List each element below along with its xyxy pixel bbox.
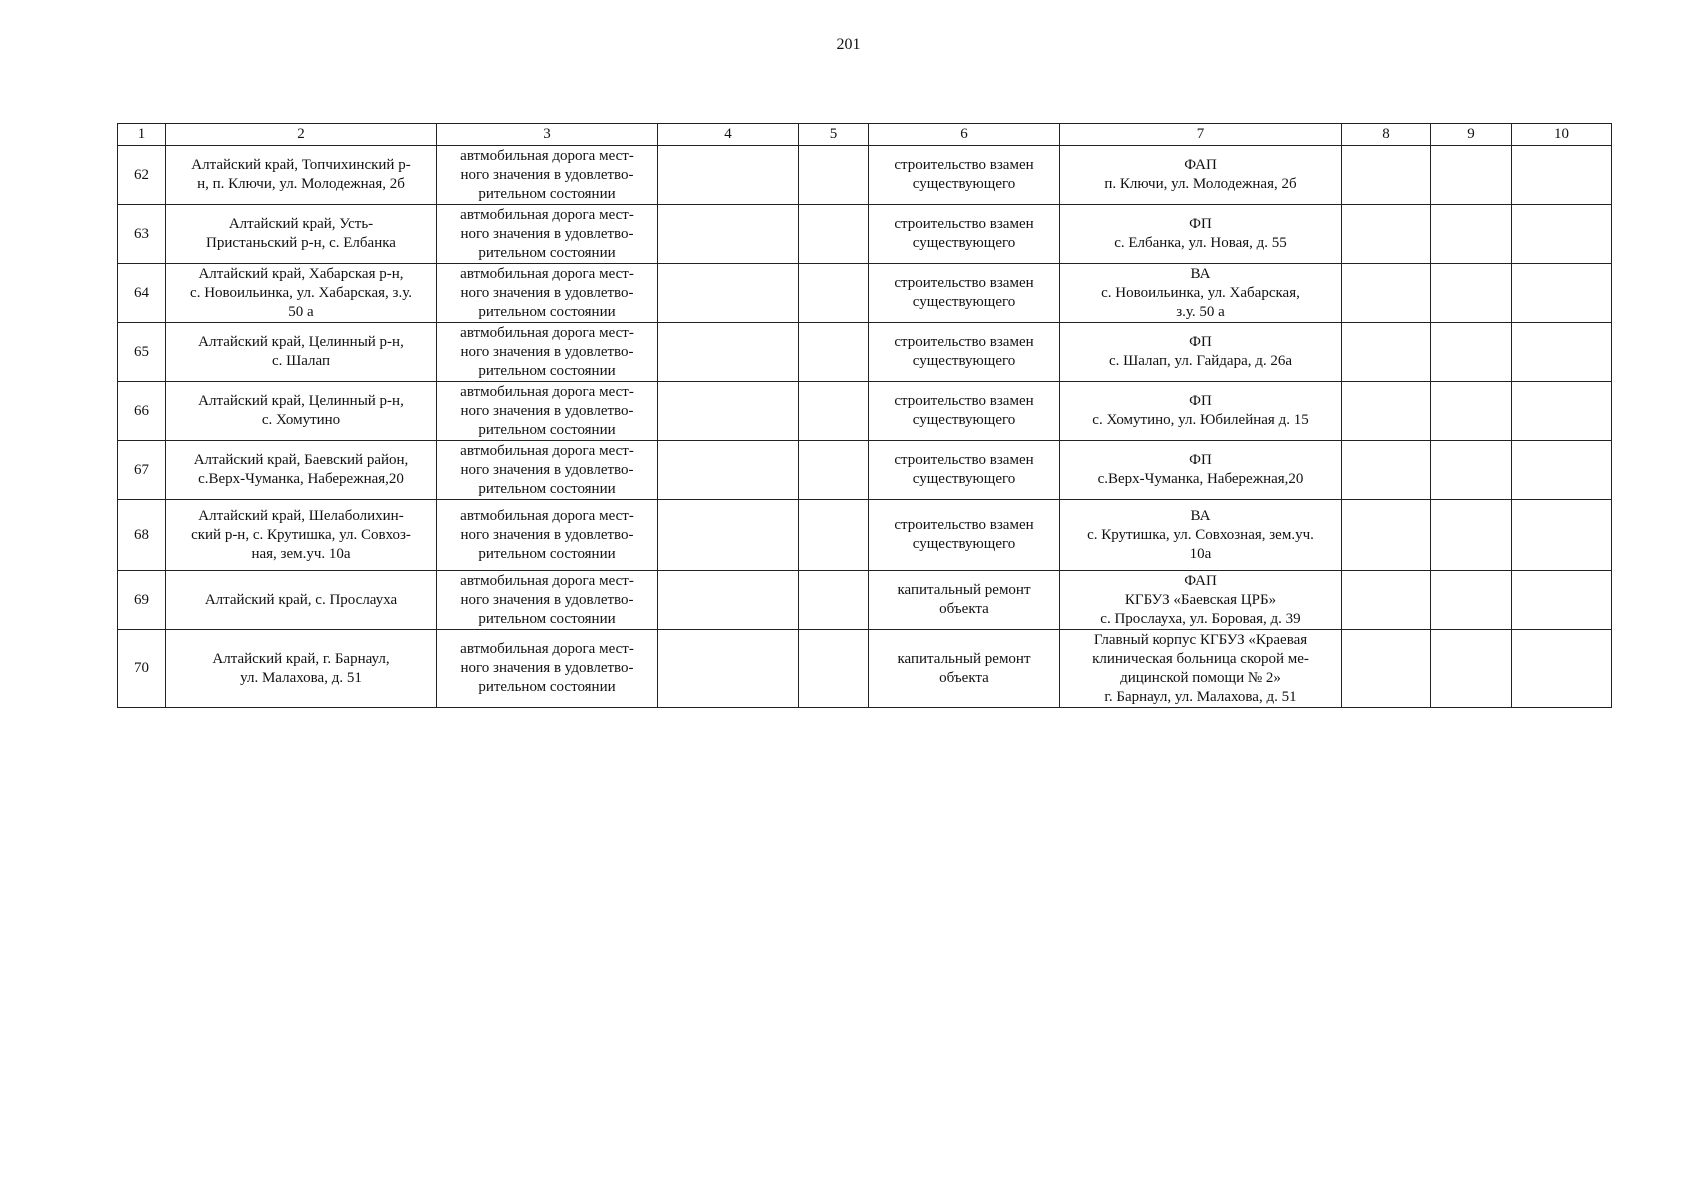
header-row <box>118 124 1612 146</box>
column-5-cell <box>799 323 869 382</box>
header-cell: 2 <box>166 124 437 146</box>
header-cell: 1 <box>118 124 166 146</box>
column-10-cell <box>1512 441 1612 500</box>
header-cell: 8 <box>1342 124 1431 146</box>
column-5-cell <box>799 571 869 630</box>
column-10-cell <box>1512 205 1612 264</box>
header-cell: 9 <box>1431 124 1512 146</box>
column-10-cell <box>1512 571 1612 630</box>
address-cell: Алтайский край, Топчихинский р- н, п. Ключи, ул. Молодежная, 2б <box>166 146 437 205</box>
column-4-cell <box>658 323 799 382</box>
row-number: 68 <box>118 500 166 571</box>
column-10-cell <box>1512 500 1612 571</box>
work-type-cell: строительство взамен существующего <box>869 146 1060 205</box>
column-9-cell <box>1431 205 1512 264</box>
column-9-cell <box>1431 146 1512 205</box>
column-4-cell <box>658 630 799 708</box>
work-type-cell: строительство взамен существующего <box>869 264 1060 323</box>
column-8-cell <box>1342 500 1431 571</box>
object-cell: ФП с. Елбанка, ул. Новая, д. 55 <box>1060 205 1342 264</box>
column-4-cell <box>658 264 799 323</box>
road-cell: автмобильная дорога мест- ного значения в удовлетво- рительном состоянии <box>437 382 658 441</box>
column-10-cell <box>1512 323 1612 382</box>
work-type-cell: капитальный ремонт объекта <box>869 571 1060 630</box>
column-10-cell <box>1512 630 1612 708</box>
road-cell: автмобильная дорога мест- ного значения в удовлетво- рительном состоянии <box>437 146 658 205</box>
row-number: 62 <box>118 146 166 205</box>
header-cell: 10 <box>1512 124 1612 146</box>
work-type-cell: строительство взамен существующего <box>869 323 1060 382</box>
work-type-cell: строительство взамен существующего <box>869 441 1060 500</box>
register-table <box>117 123 1612 708</box>
object-cell: ВА с. Новоильинка, ул. Хабарская, з.у. 50 а <box>1060 264 1342 323</box>
table-row <box>118 571 1612 630</box>
column-4-cell <box>658 571 799 630</box>
road-cell: автмобильная дорога мест- ного значения в удовлетво- рительном состоянии <box>437 500 658 571</box>
road-cell: автмобильная дорога мест- ного значения в удовлетво- рительном состоянии <box>437 441 658 500</box>
column-9-cell <box>1431 441 1512 500</box>
object-cell: Главный корпус КГБУЗ «Краевая клиническая больница скорой ме- дицинской помощи № 2» г. Барнаул, ул. Малахова, д. 51 <box>1060 630 1342 708</box>
header-cell: 7 <box>1060 124 1342 146</box>
column-9-cell <box>1431 382 1512 441</box>
column-8-cell <box>1342 205 1431 264</box>
address-cell: Алтайский край, Баевский район, с.Верх-Чуманка, Набережная,20 <box>166 441 437 500</box>
road-cell: автмобильная дорога мест- ного значения в удовлетво- рительном состоянии <box>437 630 658 708</box>
table-row <box>118 441 1612 500</box>
address-cell: Алтайский край, с. Прослауха <box>166 571 437 630</box>
column-4-cell <box>658 441 799 500</box>
column-8-cell <box>1342 382 1431 441</box>
page-number: 201 <box>836 36 861 53</box>
row-number: 66 <box>118 382 166 441</box>
column-9-cell <box>1431 500 1512 571</box>
header-cell: 6 <box>869 124 1060 146</box>
column-5-cell <box>799 382 869 441</box>
column-8-cell <box>1342 264 1431 323</box>
table-row <box>118 382 1612 441</box>
column-5-cell <box>799 264 869 323</box>
road-cell: автмобильная дорога мест- ного значения в удовлетво- рительном состоянии <box>437 205 658 264</box>
row-number: 69 <box>118 571 166 630</box>
column-4-cell <box>658 146 799 205</box>
column-5-cell <box>799 441 869 500</box>
work-type-cell: капитальный ремонт объекта <box>869 630 1060 708</box>
column-4-cell <box>658 205 799 264</box>
table-row <box>118 205 1612 264</box>
header-cell: 5 <box>799 124 869 146</box>
road-cell: автмобильная дорога мест- ного значения в удовлетво- рительном состоянии <box>437 323 658 382</box>
work-type-cell: строительство взамен существующего <box>869 382 1060 441</box>
address-cell: Алтайский край, Хабарская р-н, с. Новоильинка, ул. Хабарская, з.у. 50 а <box>166 264 437 323</box>
object-cell: ВА с. Крутишка, ул. Совхозная, зем.уч. 10а <box>1060 500 1342 571</box>
address-cell: Алтайский край, г. Барнаул, ул. Малахова, д. 51 <box>166 630 437 708</box>
object-cell: ФП с. Шалап, ул. Гайдара, д. 26а <box>1060 323 1342 382</box>
table-row <box>118 500 1612 571</box>
column-5-cell <box>799 500 869 571</box>
table-row <box>118 264 1612 323</box>
table-row <box>118 323 1612 382</box>
row-number: 64 <box>118 264 166 323</box>
column-4-cell <box>658 382 799 441</box>
column-9-cell <box>1431 630 1512 708</box>
road-cell: автмобильная дорога мест- ного значения в удовлетво- рительном состоянии <box>437 264 658 323</box>
road-cell: автмобильная дорога мест- ного значения в удовлетво- рительном состоянии <box>437 571 658 630</box>
column-5-cell <box>799 630 869 708</box>
column-10-cell <box>1512 146 1612 205</box>
work-type-cell: строительство взамен существующего <box>869 500 1060 571</box>
column-8-cell <box>1342 323 1431 382</box>
header-cell: 4 <box>658 124 799 146</box>
column-8-cell <box>1342 630 1431 708</box>
row-number: 65 <box>118 323 166 382</box>
column-8-cell <box>1342 571 1431 630</box>
row-number: 67 <box>118 441 166 500</box>
table-row <box>118 146 1612 205</box>
column-9-cell <box>1431 264 1512 323</box>
column-5-cell <box>799 205 869 264</box>
column-8-cell <box>1342 146 1431 205</box>
column-10-cell <box>1512 264 1612 323</box>
address-cell: Алтайский край, Целинный р-н, с. Хомутино <box>166 382 437 441</box>
object-cell: ФП с.Верх-Чуманка, Набережная,20 <box>1060 441 1342 500</box>
column-8-cell <box>1342 441 1431 500</box>
column-4-cell <box>658 500 799 571</box>
column-10-cell <box>1512 382 1612 441</box>
header-cell: 3 <box>437 124 658 146</box>
work-type-cell: строительство взамен существующего <box>869 205 1060 264</box>
table-row <box>118 630 1612 708</box>
address-cell: Алтайский край, Целинный р-н, с. Шалап <box>166 323 437 382</box>
address-cell: Алтайский край, Усть- Пристаньский р-н, с. Елбанка <box>166 205 437 264</box>
column-9-cell <box>1431 571 1512 630</box>
column-9-cell <box>1431 323 1512 382</box>
object-cell: ФАП п. Ключи, ул. Молодежная, 2б <box>1060 146 1342 205</box>
address-cell: Алтайский край, Шелаболихин- ский р-н, с. Крутишка, ул. Совхоз- ная, зем.уч. 10а <box>166 500 437 571</box>
object-cell: ФП с. Хомутино, ул. Юбилейная д. 15 <box>1060 382 1342 441</box>
object-cell: ФАП КГБУЗ «Баевская ЦРБ» с. Прослауха, ул. Боровая, д. 39 <box>1060 571 1342 630</box>
column-5-cell <box>799 146 869 205</box>
row-number: 63 <box>118 205 166 264</box>
row-number: 70 <box>118 630 166 708</box>
